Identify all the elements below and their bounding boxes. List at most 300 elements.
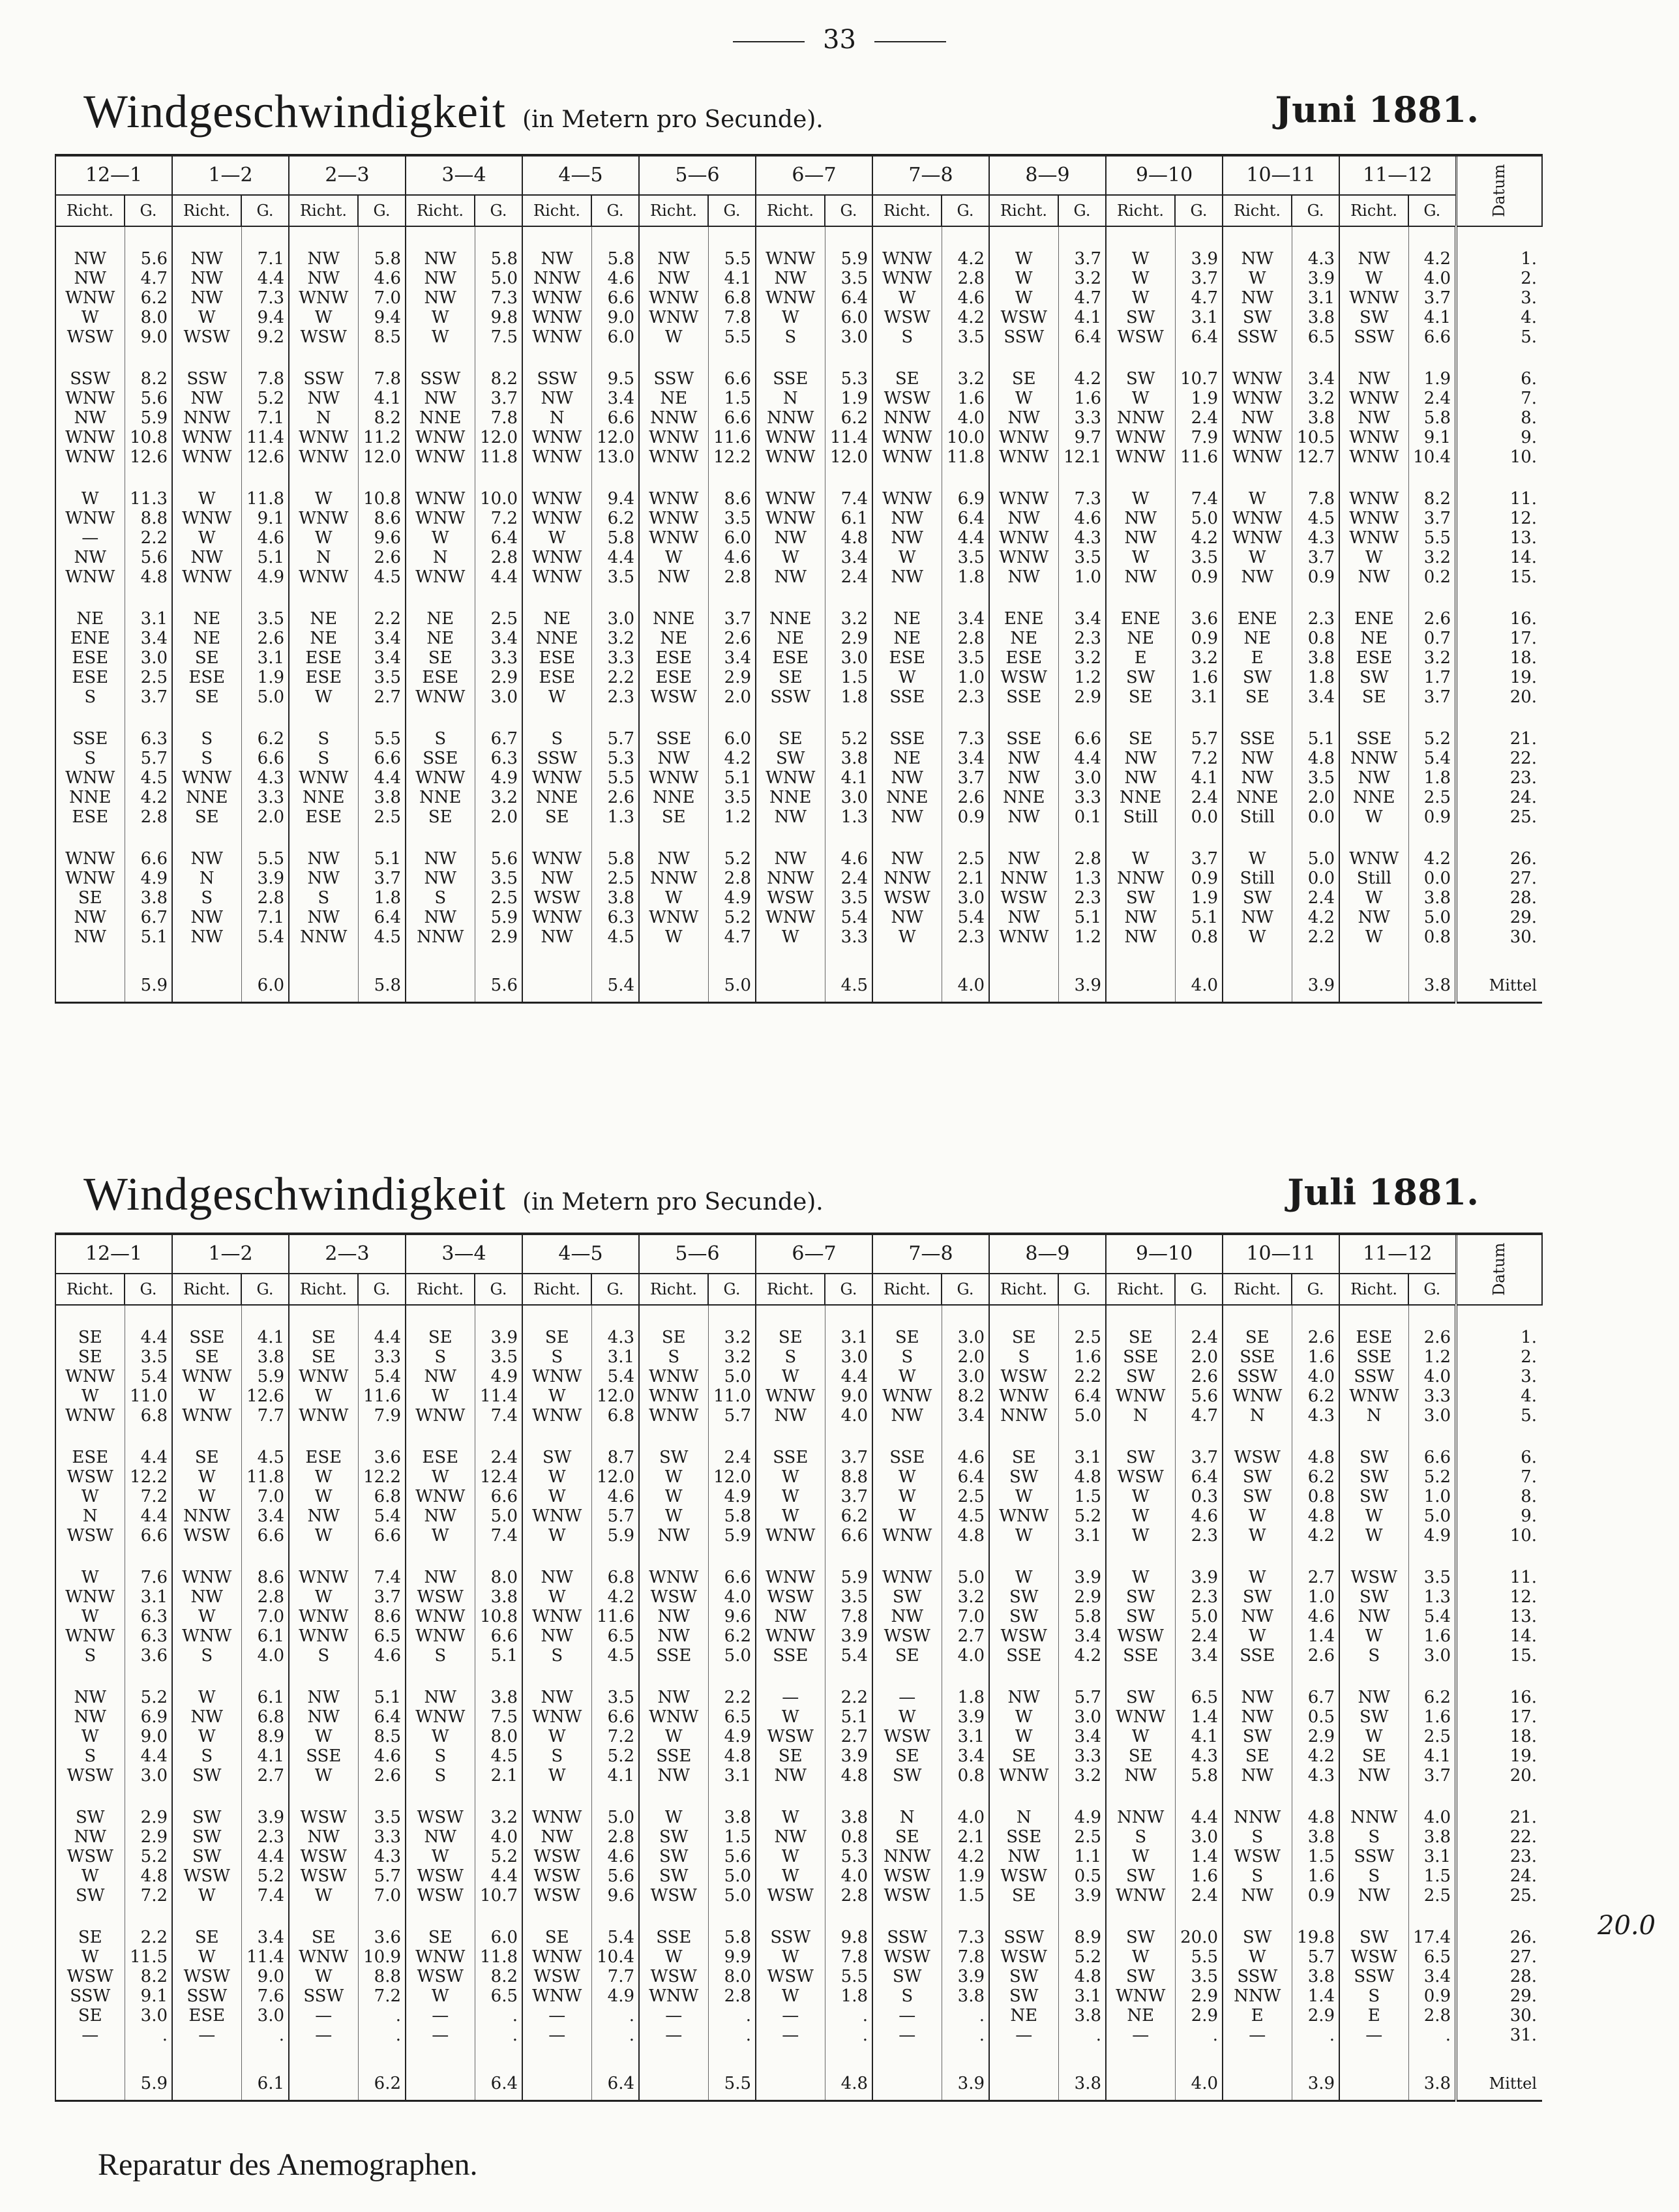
wind-direction: WSW [522, 1847, 591, 1866]
spacer-cell [55, 1546, 125, 1568]
wind-direction: S [1339, 1986, 1408, 2006]
wind-speed: 8.6 [358, 509, 406, 528]
wind-direction: WNW [55, 1406, 125, 1426]
wind-direction: NW [989, 807, 1058, 827]
wind-speed: 5.2 [591, 1746, 639, 1766]
wind-direction: SE [522, 1928, 591, 1947]
hour-header-row [55, 1234, 1542, 1274]
wind-direction: NE [756, 629, 825, 648]
wind-speed: 5.6 [1175, 1386, 1223, 1406]
wind-direction: NW [289, 1827, 358, 1847]
wind-direction: WNW [1106, 428, 1175, 447]
wind-speed: 3.2 [1408, 548, 1456, 567]
wind-direction: SSE [1223, 729, 1292, 749]
spacer-cell [406, 707, 475, 729]
spacer-cell [358, 947, 406, 969]
day-row [55, 1587, 1542, 1607]
june-wind-table [55, 154, 1543, 1004]
wind-direction: WNW [1223, 528, 1292, 548]
wind-speed: 6.7 [475, 729, 522, 749]
wind-speed: 3.4 [475, 629, 522, 648]
wind-speed: 0.9 [1175, 869, 1223, 888]
speed-header: G. [825, 195, 872, 226]
spacer-cell [639, 707, 708, 729]
wind-speed: 7.1 [241, 408, 289, 428]
hour-header: 3—4 [406, 1234, 522, 1274]
wind-direction: NW [55, 249, 125, 269]
wind-speed: 3.3 [241, 788, 289, 807]
wind-direction: WNW [1223, 389, 1292, 408]
day-date: 30. [1456, 2006, 1542, 2025]
wind-speed: 3.7 [942, 768, 989, 788]
spacer-cell [522, 1546, 591, 1568]
spacer-cell [241, 1305, 289, 1328]
wind-direction: W [756, 1947, 825, 1967]
wind-speed: 4.9 [708, 1487, 756, 1506]
wind-speed: 3.5 [1175, 548, 1223, 567]
day-row [55, 1607, 1542, 1626]
wind-direction: W [639, 927, 708, 947]
spacer-cell [1058, 1666, 1106, 1688]
wind-direction: W [406, 1526, 475, 1546]
wind-speed: 8.6 [241, 1568, 289, 1587]
day-date: 1. [1456, 249, 1542, 269]
wind-direction: WNW [406, 489, 475, 509]
day-row [55, 1928, 1542, 1947]
mean-speed: 3.9 [1292, 2067, 1339, 2101]
wind-speed: 5.2 [708, 849, 756, 869]
wind-speed: 4.2 [1175, 528, 1223, 548]
wind-direction: NW [1106, 749, 1175, 768]
day-date: 26. [1456, 1928, 1542, 1947]
wind-speed: 5.9 [125, 408, 172, 428]
wind-speed: 2.0 [1175, 1347, 1223, 1367]
group-spacer [55, 226, 1542, 249]
wind-direction: N [872, 1808, 942, 1827]
wind-direction: NE [55, 609, 125, 629]
wind-direction: WSW [872, 1947, 942, 1967]
wind-speed: 9.0 [825, 1386, 872, 1406]
wind-direction: NW [172, 249, 241, 269]
wind-direction: SE [756, 729, 825, 749]
wind-direction: WSW [406, 1886, 475, 1906]
spacer-cell [1106, 226, 1175, 249]
wind-speed: 2.8 [708, 1986, 756, 2006]
wind-direction: SSW [289, 369, 358, 389]
wind-speed: 6.0 [708, 528, 756, 548]
wind-speed: 5.9 [241, 1367, 289, 1386]
wind-speed: 11.6 [708, 428, 756, 447]
wind-direction: NE [989, 2006, 1058, 2025]
spacer-cell [55, 2045, 125, 2067]
wind-speed: 5.2 [125, 1847, 172, 1866]
wind-direction: — [522, 2006, 591, 2025]
day-date: 18. [1456, 648, 1542, 668]
day-date: 15. [1456, 1646, 1542, 1666]
wind-speed: 3.5 [241, 609, 289, 629]
group-spacer [55, 1666, 1542, 1688]
day-date: 3. [1456, 288, 1542, 308]
wind-speed: 0.8 [1292, 1487, 1339, 1506]
spacer-cell [289, 1426, 358, 1448]
spacer-cell [1223, 1305, 1292, 1328]
wind-speed: 5.8 [1408, 408, 1456, 428]
wind-direction: NW [406, 269, 475, 288]
wind-speed: 2.9 [475, 668, 522, 687]
spacer-cell [125, 827, 172, 849]
wind-speed: 9.4 [358, 308, 406, 327]
spacer-cell [1339, 2045, 1408, 2067]
wind-direction: WNW [289, 1626, 358, 1646]
wind-direction: WNW [522, 1406, 591, 1426]
wind-speed: 5.9 [475, 908, 522, 927]
wind-direction: SSE [1106, 1347, 1175, 1367]
wind-direction: SW [639, 1827, 708, 1847]
spacer-cell [756, 2045, 825, 2067]
wind-speed: 5.2 [1058, 1506, 1106, 1526]
wind-direction: WSW [989, 1367, 1058, 1386]
wind-speed: 8.0 [708, 1967, 756, 1986]
wind-direction: WNW [522, 1367, 591, 1386]
wind-speed: . [1058, 2025, 1106, 2045]
wind-direction: W [289, 1386, 358, 1406]
wind-direction: SSW [522, 369, 591, 389]
wind-direction: WNW [55, 1587, 125, 1607]
wind-speed: 7.9 [358, 1406, 406, 1426]
wind-speed: 3.4 [1292, 687, 1339, 707]
wind-speed: 5.0 [475, 1506, 522, 1526]
wind-speed: 2.8 [241, 1587, 289, 1607]
wind-speed: 4.1 [358, 389, 406, 408]
spacer-cell [872, 707, 942, 729]
day-row [55, 629, 1542, 648]
spacer-cell [872, 587, 942, 609]
wind-direction: SW [172, 1827, 241, 1847]
wind-speed: 7.0 [358, 288, 406, 308]
wind-direction: SW [1223, 1928, 1292, 1947]
wind-direction: W [289, 1766, 358, 1786]
wind-speed: 4.4 [475, 567, 522, 587]
wind-direction: W [1339, 548, 1408, 567]
wind-direction: WNW [989, 428, 1058, 447]
wind-direction: WNW [55, 768, 125, 788]
wind-speed: 5.2 [1408, 1467, 1456, 1487]
day-row [55, 807, 1542, 827]
wind-direction: SW [1106, 1367, 1175, 1386]
wind-direction: NW [406, 908, 475, 927]
wind-speed: 5.8 [1175, 1766, 1223, 1786]
wind-direction: — [522, 2025, 591, 2045]
wind-direction: W [172, 1947, 241, 1967]
wind-speed: 2.8 [1058, 849, 1106, 869]
wind-speed: 3.7 [358, 869, 406, 888]
wind-direction: S [1339, 1866, 1408, 1886]
wind-direction: W [756, 1847, 825, 1866]
wind-speed: 12.1 [1058, 447, 1106, 467]
day-row [55, 888, 1542, 908]
wind-direction: SW [1106, 1928, 1175, 1947]
spacer-cell [1456, 1546, 1542, 1568]
wind-speed: 7.0 [241, 1607, 289, 1626]
wind-direction: W [289, 308, 358, 327]
spacer-cell [475, 1426, 522, 1448]
hour-header: 4—5 [522, 155, 639, 195]
wind-direction: NW [55, 908, 125, 927]
wind-speed: 4.3 [1292, 249, 1339, 269]
wind-speed: 5.0 [1408, 1506, 1456, 1526]
mean-direction-blank [989, 2067, 1058, 2101]
spacer-cell [1058, 347, 1106, 369]
spacer-cell [942, 587, 989, 609]
wind-direction: SW [1339, 1928, 1408, 1947]
group-spacer [55, 1305, 1542, 1328]
wind-speed: 4.3 [1292, 1406, 1339, 1426]
wind-direction: SW [872, 1967, 942, 1986]
wind-speed: 4.4 [942, 528, 989, 548]
wind-direction: W [756, 1808, 825, 1827]
wind-speed: 6.8 [125, 1406, 172, 1426]
wind-direction: NNW [756, 869, 825, 888]
wind-speed: 6.5 [591, 1626, 639, 1646]
wind-direction: ESE [406, 1448, 475, 1467]
spacer-cell [522, 1906, 591, 1928]
wind-speed: 6.5 [708, 1707, 756, 1727]
direction-header: Richt. [172, 195, 241, 226]
wind-direction: W [1106, 1526, 1175, 1546]
wind-direction: NW [172, 927, 241, 947]
wind-speed: 1.7 [1408, 668, 1456, 687]
spacer-cell [756, 827, 825, 849]
spacer-cell [241, 587, 289, 609]
mean-direction-blank [989, 969, 1058, 1003]
spacer-cell [639, 347, 708, 369]
wind-speed: 3.7 [125, 687, 172, 707]
wind-speed: 3.0 [1058, 1707, 1106, 1727]
spacer-cell [639, 827, 708, 849]
wind-speed: 5.4 [591, 1367, 639, 1386]
wind-direction: N [289, 408, 358, 428]
hour-header: 5—6 [639, 1234, 756, 1274]
spacer-cell [522, 347, 591, 369]
wind-speed: 4.6 [591, 269, 639, 288]
wind-speed: 2.6 [591, 788, 639, 807]
spacer-cell [708, 827, 756, 849]
spacer-cell [289, 1786, 358, 1808]
page-number: 33 [0, 25, 1679, 55]
wind-speed: 5.0 [708, 1886, 756, 1906]
wind-speed: 5.0 [1292, 849, 1339, 869]
wind-speed: 10.0 [475, 489, 522, 509]
wind-speed: 1.0 [1058, 567, 1106, 587]
wind-speed: 3.4 [942, 1406, 989, 1426]
wind-speed: 1.3 [591, 807, 639, 827]
wind-direction: S [172, 729, 241, 749]
spacer-cell [591, 467, 639, 489]
wind-speed: 4.1 [708, 269, 756, 288]
spacer-cell [289, 1666, 358, 1688]
day-row [55, 548, 1542, 567]
wind-direction: WSW [872, 1886, 942, 1906]
wind-direction: ESE [172, 2006, 241, 2025]
wind-speed: 4.4 [825, 1367, 872, 1386]
wind-speed: 5.1 [1175, 908, 1223, 927]
wind-speed: 4.2 [942, 249, 989, 269]
spacer-cell [1292, 947, 1339, 969]
wind-speed: 2.9 [125, 1827, 172, 1847]
wind-speed: 7.2 [591, 1727, 639, 1746]
wind-direction: SE [172, 648, 241, 668]
wind-speed: 4.0 [241, 1646, 289, 1666]
spacer-cell [639, 1305, 708, 1328]
wind-direction: SE [1223, 1328, 1292, 1347]
wind-speed: 6.4 [942, 509, 989, 528]
wind-speed: 3.2 [1408, 648, 1456, 668]
wind-direction: W [55, 1568, 125, 1587]
mean-direction-blank [872, 2067, 942, 2101]
wind-speed: 4.0 [1408, 1808, 1456, 1827]
wind-speed: 10.7 [1175, 369, 1223, 389]
mean-direction-blank [1106, 2067, 1175, 2101]
spacer-cell [1408, 707, 1456, 729]
wind-direction: SE [289, 1328, 358, 1347]
wind-speed: 6.4 [942, 1467, 989, 1487]
wind-direction: WSW [1106, 1467, 1175, 1487]
group-spacer [55, 467, 1542, 489]
hour-header: 10—11 [1223, 1234, 1339, 1274]
spacer-cell [289, 2045, 358, 2067]
wind-speed: 5.0 [942, 1568, 989, 1587]
wind-speed: 3.7 [1175, 849, 1223, 869]
wind-direction: WNW [289, 1607, 358, 1626]
wind-direction: NW [55, 1827, 125, 1847]
wind-speed: 0.5 [1058, 1866, 1106, 1886]
wind-speed: 5.2 [1408, 729, 1456, 749]
day-date: 20. [1456, 687, 1542, 707]
wind-direction: ENE [989, 609, 1058, 629]
wind-direction: Still [1106, 807, 1175, 827]
wind-speed: 6.8 [241, 1707, 289, 1727]
spacer-cell [55, 467, 125, 489]
wind-direction: WNW [522, 908, 591, 927]
spacer-cell [125, 707, 172, 729]
wind-speed: 12.6 [241, 447, 289, 467]
wind-direction: SW [1106, 308, 1175, 327]
wind-direction: NE [639, 389, 708, 408]
spacer-cell [522, 226, 591, 249]
wind-speed: 3.2 [591, 629, 639, 648]
wind-direction: W [756, 927, 825, 947]
wind-direction: S [1223, 1827, 1292, 1847]
wind-direction: SSW [1339, 327, 1408, 347]
wind-speed: 1.6 [942, 389, 989, 408]
wind-direction: WSW [522, 888, 591, 908]
wind-direction: NW [172, 548, 241, 567]
spacer-cell [639, 226, 708, 249]
mean-direction-blank [1106, 969, 1175, 1003]
wind-speed: 4.4 [591, 548, 639, 567]
spacer-cell [989, 1786, 1058, 1808]
wind-direction: NW [1223, 1607, 1292, 1626]
spacer-cell [475, 1546, 522, 1568]
day-date: 18. [1456, 1727, 1542, 1746]
wind-direction: WNW [872, 269, 942, 288]
spacer-cell [522, 1786, 591, 1808]
wind-speed: 9.2 [241, 327, 289, 347]
wind-direction: — [756, 2025, 825, 2045]
wind-direction: NNW [1106, 1808, 1175, 1827]
wind-speed: 5.4 [241, 927, 289, 947]
wind-direction: S [872, 327, 942, 347]
wind-speed: 2.8 [825, 1886, 872, 1906]
july-title-unit: (in Metern pro Secunde). [522, 1189, 824, 1216]
wind-speed: 3.5 [591, 1688, 639, 1707]
wind-direction: SE [1223, 687, 1292, 707]
wind-speed: 3.0 [1058, 768, 1106, 788]
wind-direction: S [1106, 1827, 1175, 1847]
direction-header: Richt. [1339, 195, 1408, 226]
mean-speed: 4.8 [825, 2067, 872, 2101]
spacer-cell [1106, 1426, 1175, 1448]
direction-header: Richt. [289, 195, 358, 226]
direction-header: Richt. [1339, 1274, 1408, 1305]
wind-speed: 2.7 [942, 1626, 989, 1646]
mean-direction-blank [756, 2067, 825, 2101]
wind-speed: 2.3 [1175, 1587, 1223, 1607]
wind-direction: NW [989, 408, 1058, 428]
wind-speed: 2.3 [1058, 629, 1106, 648]
wind-direction: WSW [406, 1587, 475, 1607]
wind-speed: 19.8 [1292, 1928, 1339, 1947]
spacer-cell [1456, 827, 1542, 849]
wind-direction: WNW [1106, 447, 1175, 467]
wind-speed: 3.1 [1058, 1448, 1106, 1467]
wind-speed: 4.2 [125, 788, 172, 807]
wind-direction: S [522, 729, 591, 749]
wind-direction: NE [1223, 629, 1292, 648]
wind-direction: — [872, 1688, 942, 1707]
wind-speed: 3.8 [1292, 1827, 1339, 1847]
wind-speed: 9.9 [708, 1947, 756, 1967]
spacer-cell [1292, 707, 1339, 729]
wind-speed: 11.6 [1175, 447, 1223, 467]
wind-direction: ENE [1106, 609, 1175, 629]
wind-speed: 4.0 [825, 1406, 872, 1426]
wind-direction: W [1339, 927, 1408, 947]
wind-speed: 5.4 [1408, 749, 1456, 768]
spacer-cell [825, 467, 872, 489]
wind-direction: WNW [406, 1487, 475, 1506]
spacer-cell [125, 1666, 172, 1688]
spacer-cell [1292, 1906, 1339, 1928]
wind-direction: SW [1223, 308, 1292, 327]
wind-speed: 3.0 [825, 648, 872, 668]
wind-direction: SSE [989, 729, 1058, 749]
spacer-cell [241, 1786, 289, 1808]
spacer-cell [241, 467, 289, 489]
wind-direction: WNW [639, 1367, 708, 1386]
wind-direction: — [289, 2025, 358, 2045]
wind-direction: E [1106, 648, 1175, 668]
wind-speed: 7.8 [942, 1947, 989, 1967]
wind-direction: S [756, 1347, 825, 1367]
wind-direction: SSW [172, 1986, 241, 2006]
wind-speed: 4.5 [241, 1448, 289, 1467]
spacer-cell [55, 1426, 125, 1448]
hour-header: 6—7 [756, 155, 872, 195]
wind-direction: SSE [872, 1448, 942, 1467]
wind-direction: NE [872, 629, 942, 648]
wind-speed: 1.6 [1175, 668, 1223, 687]
